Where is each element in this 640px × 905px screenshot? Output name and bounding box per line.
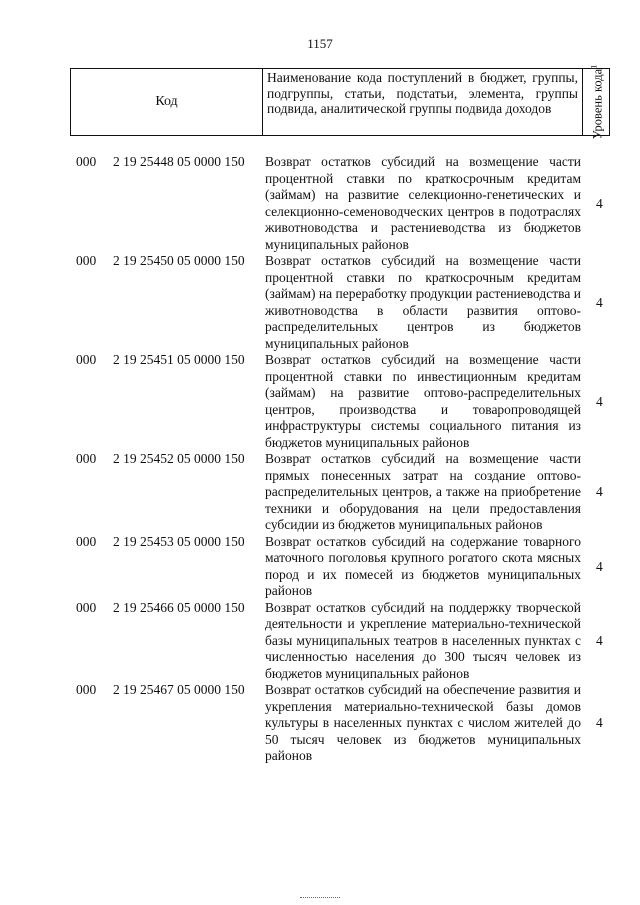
row-name: Возврат остатков субсидий на поддержку творческой деятельности и укрепление материально-технической базы муниципальных театров в населенных пунктах с численностью населения до 300 тысяч человек из бюджетов муниципальных районов xyxy=(265,599,581,681)
row-level: 4 xyxy=(596,393,603,409)
row-name: Возврат остатков субсидий на возмещение части прямых понесенных затрат на создание оптово-распределительных центров, а также на приобретение техники и оборудования на цели предоставления субсидии из бюджетов муниципальных районов xyxy=(265,451,581,532)
table-row xyxy=(0,600,640,683)
row-level: 4 xyxy=(596,195,603,211)
row-prefix: 000 xyxy=(76,599,97,615)
row-prefix: 000 xyxy=(76,451,97,466)
row-name: Возврат остатков субсидий на возмещение части процентной ставки по краткосрочным кредитам (займам) на развитие селекционно-генетических и селекционно-семеноводческих центров в подотраслях животноводства и растениеводства из бюджетов муниципальных районов xyxy=(265,154,581,252)
row-level: 4 xyxy=(596,558,603,574)
table-row xyxy=(0,682,640,765)
row-code: 2 19 25452 05 0000 150 xyxy=(113,451,245,466)
row-code: 2 19 25453 05 0000 150 xyxy=(113,533,245,549)
row-name: Возврат остатков субсидий на возмещение части процентной ставки по краткосрочным кредитам (займам) на переработку продукции растениеводства и животноводства в области развития оптово-распределительных центров из бюджетов муниципальных районов xyxy=(265,253,581,351)
row-name: Возврат остатков субсидий на обеспечение развития и укрепления материально-технической базы домов культуры в населенных пунктах с числом жителей до 50 тысяч человек из бюджетов муниципальных районов xyxy=(265,682,581,763)
row-code: 2 19 25448 05 0000 150 xyxy=(113,154,245,169)
row-code: 2 19 25467 05 0000 150 xyxy=(113,682,245,697)
row-name: Возврат остатков субсидий на возмещение части процентной ставки по инвестиционным кредитам (займам) на развитие оптово-распределительных центров, производства и товаропроводящей инфраструктуры системы социального питания из бюджетов муниципальных районов xyxy=(265,352,581,450)
header-level-text: Уровень кода$^1$ xyxy=(589,64,605,140)
row-level: 4 xyxy=(596,484,603,500)
table-row xyxy=(0,154,640,253)
table-row xyxy=(0,253,640,352)
row-level: 4 xyxy=(596,294,603,310)
row-name: Возврат остатков субсидий на содержание товарного маточного поголовья крупного рогатого скота мясных пород и их помесей из бюджетов муниципальных районов xyxy=(265,533,581,598)
row-code: 2 19 25451 05 0000 150 xyxy=(113,352,245,367)
row-level: 4 xyxy=(596,715,603,731)
row-code: 2 19 25450 05 0000 150 xyxy=(113,253,245,268)
row-prefix: 000 xyxy=(76,154,97,169)
row-prefix: 000 xyxy=(76,533,97,549)
row-prefix: 000 xyxy=(76,682,97,697)
header-name: Наименование кода поступлений в бюджет, группы, подгруппы, статьи, подстатьи, элемента, группы подвида, аналитической группы подвида доходов xyxy=(263,69,583,135)
row-prefix: 000 xyxy=(76,253,97,268)
header-code: Код xyxy=(71,69,263,135)
table-body xyxy=(0,154,640,765)
page-number: 1157 xyxy=(307,36,333,51)
scan-artifact xyxy=(300,897,340,901)
table-row xyxy=(0,451,640,534)
table-row xyxy=(0,534,640,600)
header-level xyxy=(583,64,609,140)
row-code: 2 19 25466 05 0000 150 xyxy=(113,599,245,615)
table-row xyxy=(0,352,640,451)
row-prefix: 000 xyxy=(76,352,97,367)
table-header xyxy=(70,64,610,140)
row-level: 4 xyxy=(596,632,603,648)
header-level-superscript: 1 xyxy=(589,64,599,69)
